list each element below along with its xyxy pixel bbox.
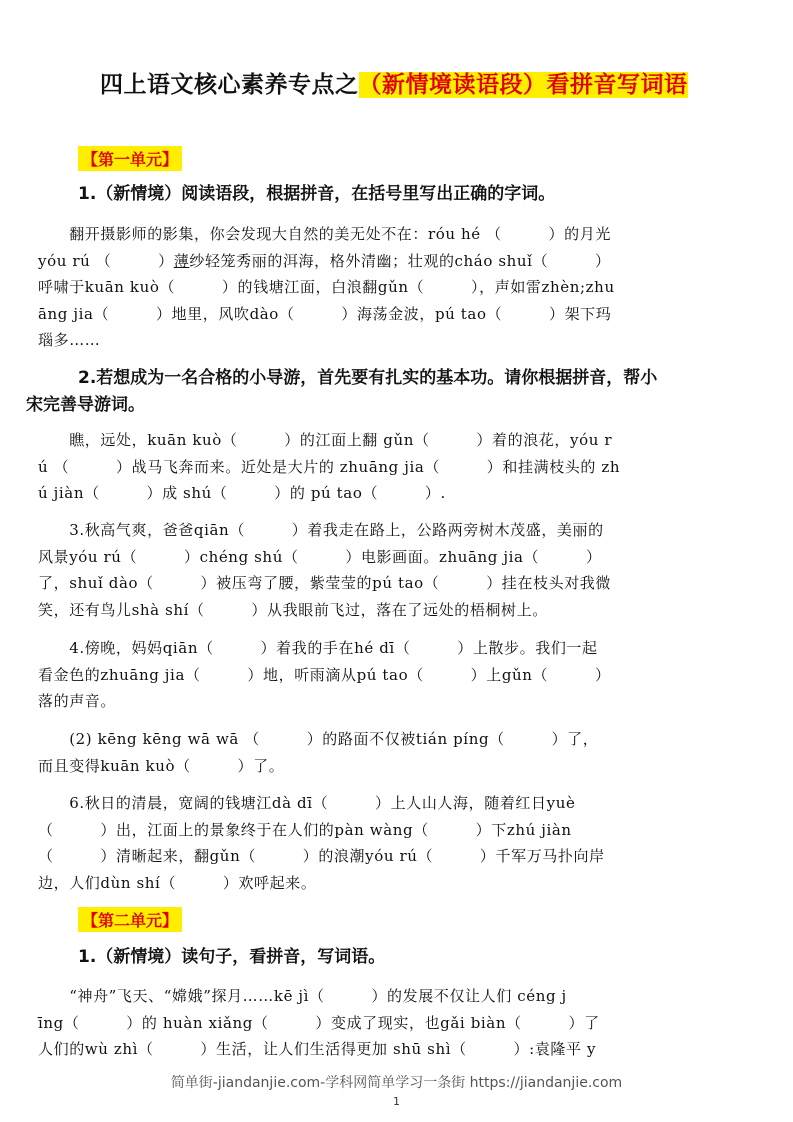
unit2-q1-heading: 1.（新情境）读句子，看拼音，写词语。 [78,947,386,967]
text-line: 人们的wù zhì（ ）生活，让人们生活得更加 shū shì（ ）:袁隆平 y [38,1040,597,1058]
text-line: 风景yóu rú（ ）chéng shú（ ）电影画面。zhuāng jia（ ） [38,547,602,566]
text-line: “神舟”飞天、“嫦娥”探月……kē jì（ ）的发展不仅让人们 céng j [38,987,567,1005]
unit1-q1-heading: 1.（新情境）阅读语段，根据拼音，在括号里写出正确的字词。 [78,184,556,204]
text-line: 看金色的zhuāng jia（ ）地，听雨滴从pú tao（ ）上gǔn（ ） [38,665,611,684]
unit1-q2-paragraph [38,427,776,507]
text-line: ú jiàn（ ）成 shú（ ）的 pú tao（ ）. [38,484,446,502]
unit2-q1-paragraph [38,983,776,1063]
text-line: āng jia（ ）地里，风吹dào（ ）海荡金波，pú tao（ ）架下玛 [38,304,612,323]
text-line: 瞧，远处，kuān kuò（ ）的江面上翻 gǔn（ ）着的浪花，yóu r [38,431,613,449]
text-line: ú （ ）战马飞奔而来。近处是大片的 zhuāng jia（ ）和挂满枝头的 zh [38,457,621,476]
text-line: 3.秋高气爽，爸爸qiān（ ）着我走在路上，公路两旁树木茂盛，美丽的 [38,521,604,539]
unit1-q4-paragraph [38,635,776,715]
unit1-q2-heading [26,365,773,419]
underlined-char: 薄 [173,251,190,270]
unit1-q3-paragraph [38,517,776,623]
heading-line: 2.若想成为一名合格的小导游，首先要有扎实的基本功。请你根据拼音，帮小 [78,368,658,388]
text-line: 呼啸于kuān kuò（ ）的钱塘江面，白浪翻gǔn（ ），声如雷zhèn;zhu [38,278,615,296]
text-line: 落的声音。 [38,692,117,710]
text-line: yóu rú （ ）薄纱轻笼秀丽的洱海，格外清幽；壮观的cháo shuǐ（ ） [38,251,611,270]
page-number: 1 [393,1095,400,1108]
footer-watermark: 简单街-jiandanjie.com-学科网简单学习一条街 https://jiandanjie.com [170,1075,623,1091]
unit2-label: 【第二单元】 [78,907,182,932]
title-highlight: （新情境读语段）看拼音写词语 [358,72,688,98]
unit1-q5-paragraph [38,726,776,779]
text-line: 瑙多…… [38,331,101,349]
heading-line: 宋完善导游词。 [26,395,145,415]
unit1-label: 【第一单元】 [78,146,182,171]
text-line: 6.秋日的清晨，宽阔的钱塘江dà dī（ ）上人山人海，随着红日yuè [38,794,576,812]
text-line: 而且变得kuān kuò（ ）了。 [38,756,285,775]
text-line: （ ）出，江面上的景象终于在人们的pàn wàng（ ）下zhú jiàn [38,820,572,839]
page-title [100,66,780,99]
text-line: (2) kēng kēng wā wā （ ）的路面不仅被tián píng（ ）了， [38,730,599,748]
text-line: （ ）清晰起来，翻gǔn（ ）的浪潮yóu rú（ ）千军万马扑向岸 [38,847,605,865]
title-main: 四上语文核心素养专点之 [100,72,359,98]
text-line: 了，shuǐ dào（ ）被压弯了腰，紫莹莹的pú tao（ ）挂在枝头对我微 [38,574,611,592]
text-line: īng（ ）的 huàn xiǎng（ ）变成了现实，也gǎi biàn（ ）了 [38,1013,600,1032]
unit1-q6-paragraph [38,790,776,896]
text-line: 边，人们dùn shí（ ）欢呼起来。 [38,873,317,892]
unit1-q1-paragraph [38,221,776,354]
text-line: 笑，还有鸟儿shà shí（ ）从我眼前飞过，落在了远处的梧桐树上。 [38,600,548,619]
text-line: 翻开摄影师的影集，你会发现大自然的美无处不在：róu hé （ ）的月光 [38,225,611,243]
text-line: 4.傍晚，妈妈qiān（ ）着我的手在hé dī（ ）上散步。我们一起 [38,639,598,657]
